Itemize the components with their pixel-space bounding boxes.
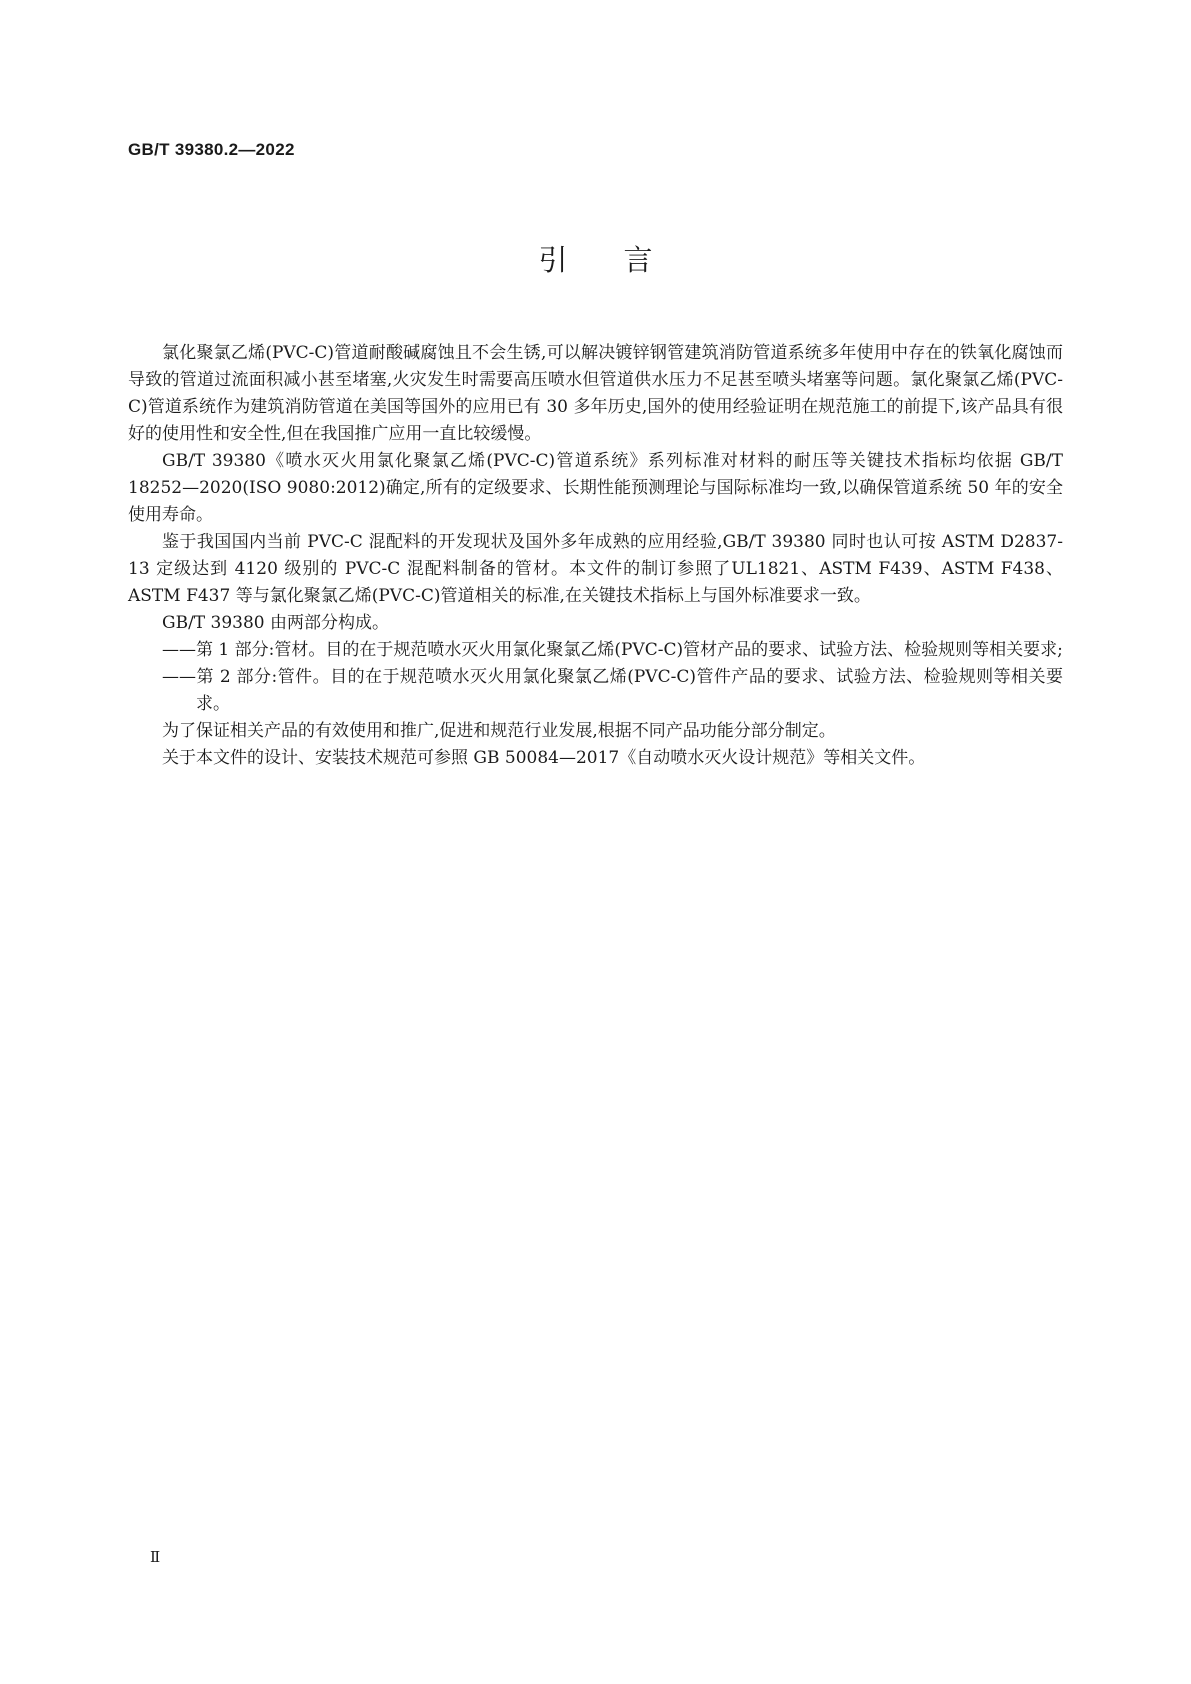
intro-paragraph-1: 氯化聚氯乙烯(PVC-C)管道耐酸碱腐蚀且不会生锈,可以解决镀锌钢管建筑消防管道系统多年使用中存在的铁氧化腐蚀而导致的管道过流面积减小甚至堵塞,火灾发生时需要高压喷水但管道供水压力不足甚至喷头堵塞等问题。氯化聚氯乙烯(PVC-C)管道系统作为建筑消防管道在美国等国外的应用已有 30 多年历史,国外的使用经验证明在规范施工的前提下,该产品具有很好的使用性和安全性,但在我国推广应用一直比较缓慢。 [128, 343, 1063, 444]
page-number: Ⅱ [150, 1548, 161, 1566]
parts-intro-paragraph: GB/T 39380 由两部分构成。 [162, 613, 390, 633]
reference-paragraph: 关于本文件的设计、安装技术规范可参照 GB 50084—2017《自动喷水灭火设计规范》等相关文件。 [162, 748, 926, 768]
standard-code-header: GB/T 39380.2—2022 [128, 140, 295, 159]
part-2-list-item: ——第 2 部分:管件。目的在于规范喷水灭火用氯化聚氯乙烯(PVC-C)管件产品的要求、试验方法、检验规则等相关要求。 [162, 667, 1063, 714]
intro-paragraph-3: 鉴于我国国内当前 PVC-C 混配料的开发现状及国外多年成熟的应用经验,GB/T 39380 同时也认可按 ASTM D2837-13 定级达到 4120 级别的 PVC-C 混配料制备的管材。本文件的制订参照了UL1821、ASTM F439、ASTM F438、ASTM F437 等与氯化聚氯乙烯(PVC-C)管道相关的标准,在关键技术指标上与国外标准要求一致。 [128, 532, 1063, 606]
part-1-list-item: ——第 1 部分:管材。目的在于规范喷水灭火用氯化聚氯乙烯(PVC-C)管材产品的要求、试验方法、检验规则等相关要求; [162, 640, 1063, 660]
section-title: 引言 [538, 243, 709, 277]
purpose-paragraph: 为了保证相关产品的有效使用和推广,促进和规范行业发展,根据不同产品功能分部分制定。 [162, 721, 836, 741]
intro-paragraph-2: GB/T 39380《喷水灭火用氯化聚氯乙烯(PVC-C)管道系统》系列标准对材料的耐压等关键技术指标均依据 GB/T 18252—2020(ISO 9080:2012)确定,所有的定级要求、长期性能预测理论与国际标准均一致,以确保管道系统 50 年的安全使用寿命。 [128, 451, 1063, 525]
introduction-body [128, 340, 1063, 772]
